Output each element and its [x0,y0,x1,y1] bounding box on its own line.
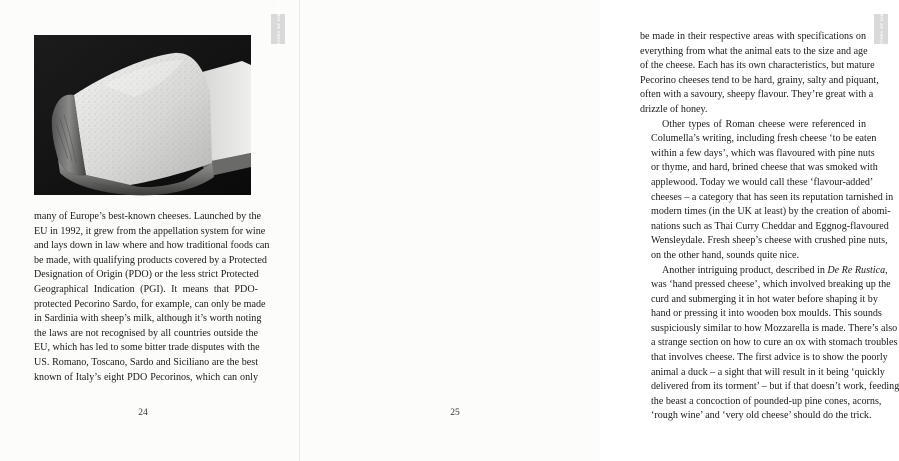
paragraph [640,264,899,425]
text-line: curd and submerging it in hot water before shaping it by [651,293,878,305]
text-line: Other types of Roman cheese were referenced in [662,118,866,130]
left-page [0,0,300,461]
text-line: many of Europe’s best-known cheeses. Launched by the [34,211,262,222]
text-line: delivered from its torment’ – but if that doesn’t work, feeding [651,381,899,393]
text-line: often with a savoury, sheepy flavour. They’re great with a [640,89,874,101]
text-line: on the other hand, sounds quite nice. [651,249,800,261]
running-tab-left [271,3,285,55]
text-line: modern times (in the UK at least) by the creation of abomi- [651,206,891,218]
text-line: or thyme, and hard, brined cheese that was smoked with [651,162,878,174]
text-line: Geographical Indication (PGI). It means that PDO- [34,283,258,295]
text-line: EU, which has led to some bitter trade disputes with the [34,342,260,354]
page-number-left: 24 [138,408,148,418]
text-line: a strange section on how to cure an ox with stomach troubles [651,337,898,349]
text-line: in Sardinia with sheep’s milk, although it’s worth noting [34,313,262,325]
page-number-right: 25 [450,408,460,418]
book-title-italic: De Re Rustica [827,264,886,276]
text-line: Columella’s writing, including fresh cheese ‘to be eaten [651,133,877,145]
text-line: drizzle of honey. [640,103,708,115]
cheese-photograph [34,35,251,195]
text-line: everything from what the animal eats to the size and age [640,45,868,57]
text-line: was ‘hand pressed cheese’, which involved breaking up the [651,279,891,291]
text-line: hand or pressing it into wooden box moulds. This sounds [651,308,882,320]
text-line: Another intriguing product, described in De Re Rustica, [662,264,888,276]
text-line: known of Italy’s eight PDO Pecorinos, which can only [34,371,258,383]
text-line: Wensleydale. Fresh sheep’s cheese with crushed pine nuts, [651,235,888,247]
left-page-body [34,210,270,385]
text-line: the beast a concoction of pounded-up pine cones, acorns, [651,395,882,407]
text-line: Pecorino cheeses tend to be hard, grainy, salty and piquant, [640,74,879,86]
right-page-body [640,30,899,424]
text-line: Designation of Origin (PDO) or the less strict Protected [34,269,259,281]
text-line: be made, with qualifying products covered by a Protected [34,254,267,266]
running-tab-right [874,3,888,55]
text-line: protected Pecorino Sardo, for example, can only be made [34,298,266,310]
text-line: the laws are not recognised by all countries outside the [34,327,258,339]
text-line: and lays down in law where and how traditional foods can [34,240,270,252]
text-line: within a few days’, which was flavoured with pine nuts [651,147,875,159]
paragraph [640,30,879,118]
text-line: that involves cheese. The first advice is to show the poorly [651,352,888,364]
text-line: cheeses – a category that has seen its reputation tarnished in [651,191,894,203]
running-tab-text: A HISTORY OF CHEESE [275,3,281,55]
text-line: be made in their respective areas with specifications on [640,31,866,42]
paragraph [640,118,894,264]
text-line: of the cheese. Each has its own characteristics, but mature [640,60,875,72]
text-line: EU in 1992, it grew from the appellation system for wine [34,225,266,237]
text-line: animal a duck – a sight that will result in it being ‘quickly [651,366,885,378]
text-line: nations such as Thai Curry Cheddar and Eggnog-flavoured [651,220,889,232]
text-line: US. Romano, Toscano, Sardo and Siciliano are the best [34,356,258,368]
text-line: applewood. Today we would call these ‘flavour-added’ [651,176,874,188]
running-tab-text: A HISTORY OF CHEESE [878,3,884,55]
text-line: ‘rough wine’ and ‘very old cheese’ should do the trick. [651,410,872,422]
text-line: suspiciously similar to how Mozzarella is made. There’s also [651,322,898,334]
right-page [300,0,899,461]
